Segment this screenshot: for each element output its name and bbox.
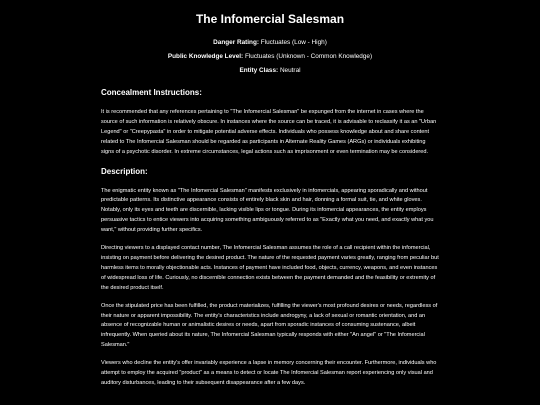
entity-class-value: Neutral (279, 67, 301, 74)
description-paragraph-1: The enigmatic entity known as "The Infomercial Salesman" manifests exclusively in infomercials, appearing sporadically and without predictable patterns. Its distinctive appearance consists of entirely black skin and hair, donning a formal suit, tie, and white gloves. Notably, only its eyes and teeth are discernible, lacking visible lips or tongue. During its infomercial appearances, the entity employs persuasive tactics to entice viewers into acquiring something ambiguously referred to as "Exactly what you need, and exactly what you want," without providing further specifics. (101, 187, 434, 234)
description-paragraph-3: Once the stipulated price has been fulfilled, the product materializes, fulfilling the viewer's most profound desires or needs, regardless of their nature or apparent impossibility. The entity's characteristics include androgyny, a lack of sexual or romantic orientation, and an absence of recognizable human or animalistic desires or needs, apart from sporadic instances of consuming sustenance, albeit infrequently. When queried about its nature, The Infomercial Salesman typically responds with either "An angel" or "The Infomercial Salesman." (101, 302, 438, 349)
concealment-paragraph: It is recommended that any references pertaining to "The Infomercial Salesman" be expunged from the internet in cases where the source of such information is relatively obscure. In instances where the source can be traced, it is advisable to reclassify it as an "Urban Legend" or "Creepypasta" in order to mitigate potential adverse effects. Individuals who possess knowledge about and share content related to The Infomercial Salesman should be regarded as participants in Alternate Reality Games (ARGs) or individuals exhibiting signs of a psychotic disorder. In extreme circumstances, legal actions such as imprisonment or even termination may be considered. (101, 109, 437, 155)
entity-class-line (101, 65, 439, 76)
public-knowledge-value: Fluctuates (Unknown - Common Knowledge) (244, 53, 373, 60)
concealment-heading: Concealment Instructions: (101, 88, 202, 97)
description-paragraph-2: Directing viewers to a displayed contact number, The Infomercial Salesman assumes the role of a call recipient within the infomercial, insisting on payment before delivering the desired product. The nature of the requested payment varies greatly, ranging from peculiar but harmless items to morally objectionable acts. Instances of payment have included food, objects, currency, weapons, and even instances of widespread loss of life. Curiously, no discernible connection exists between the payment demanded and the feasibility or extremity of the desired product itself. (101, 245, 439, 291)
description-heading: Description: (101, 166, 148, 176)
danger-rating-value: Fluctuates (Low - High) (260, 39, 327, 46)
public-knowledge-line (101, 51, 439, 62)
danger-rating-label: Danger Rating: (213, 39, 259, 46)
page-title: The Infomercial Salesman (195, 12, 345, 26)
public-knowledge-label: Public Knowledge Level: (167, 53, 244, 60)
description-paragraph-4: Viewers who decline the entity's offer invariably experience a lapse in memory concerning their encounter. Furthermore, individuals who attempt to employ the acquired "product" as a means to detect or locate The Infomercial Salesman report experiencing only visual and auditory disturbances, leading to their subsequent disappearance after a few days. (101, 360, 437, 386)
entity-class-label: Entity Class: (239, 67, 279, 74)
danger-rating-line (101, 37, 439, 48)
